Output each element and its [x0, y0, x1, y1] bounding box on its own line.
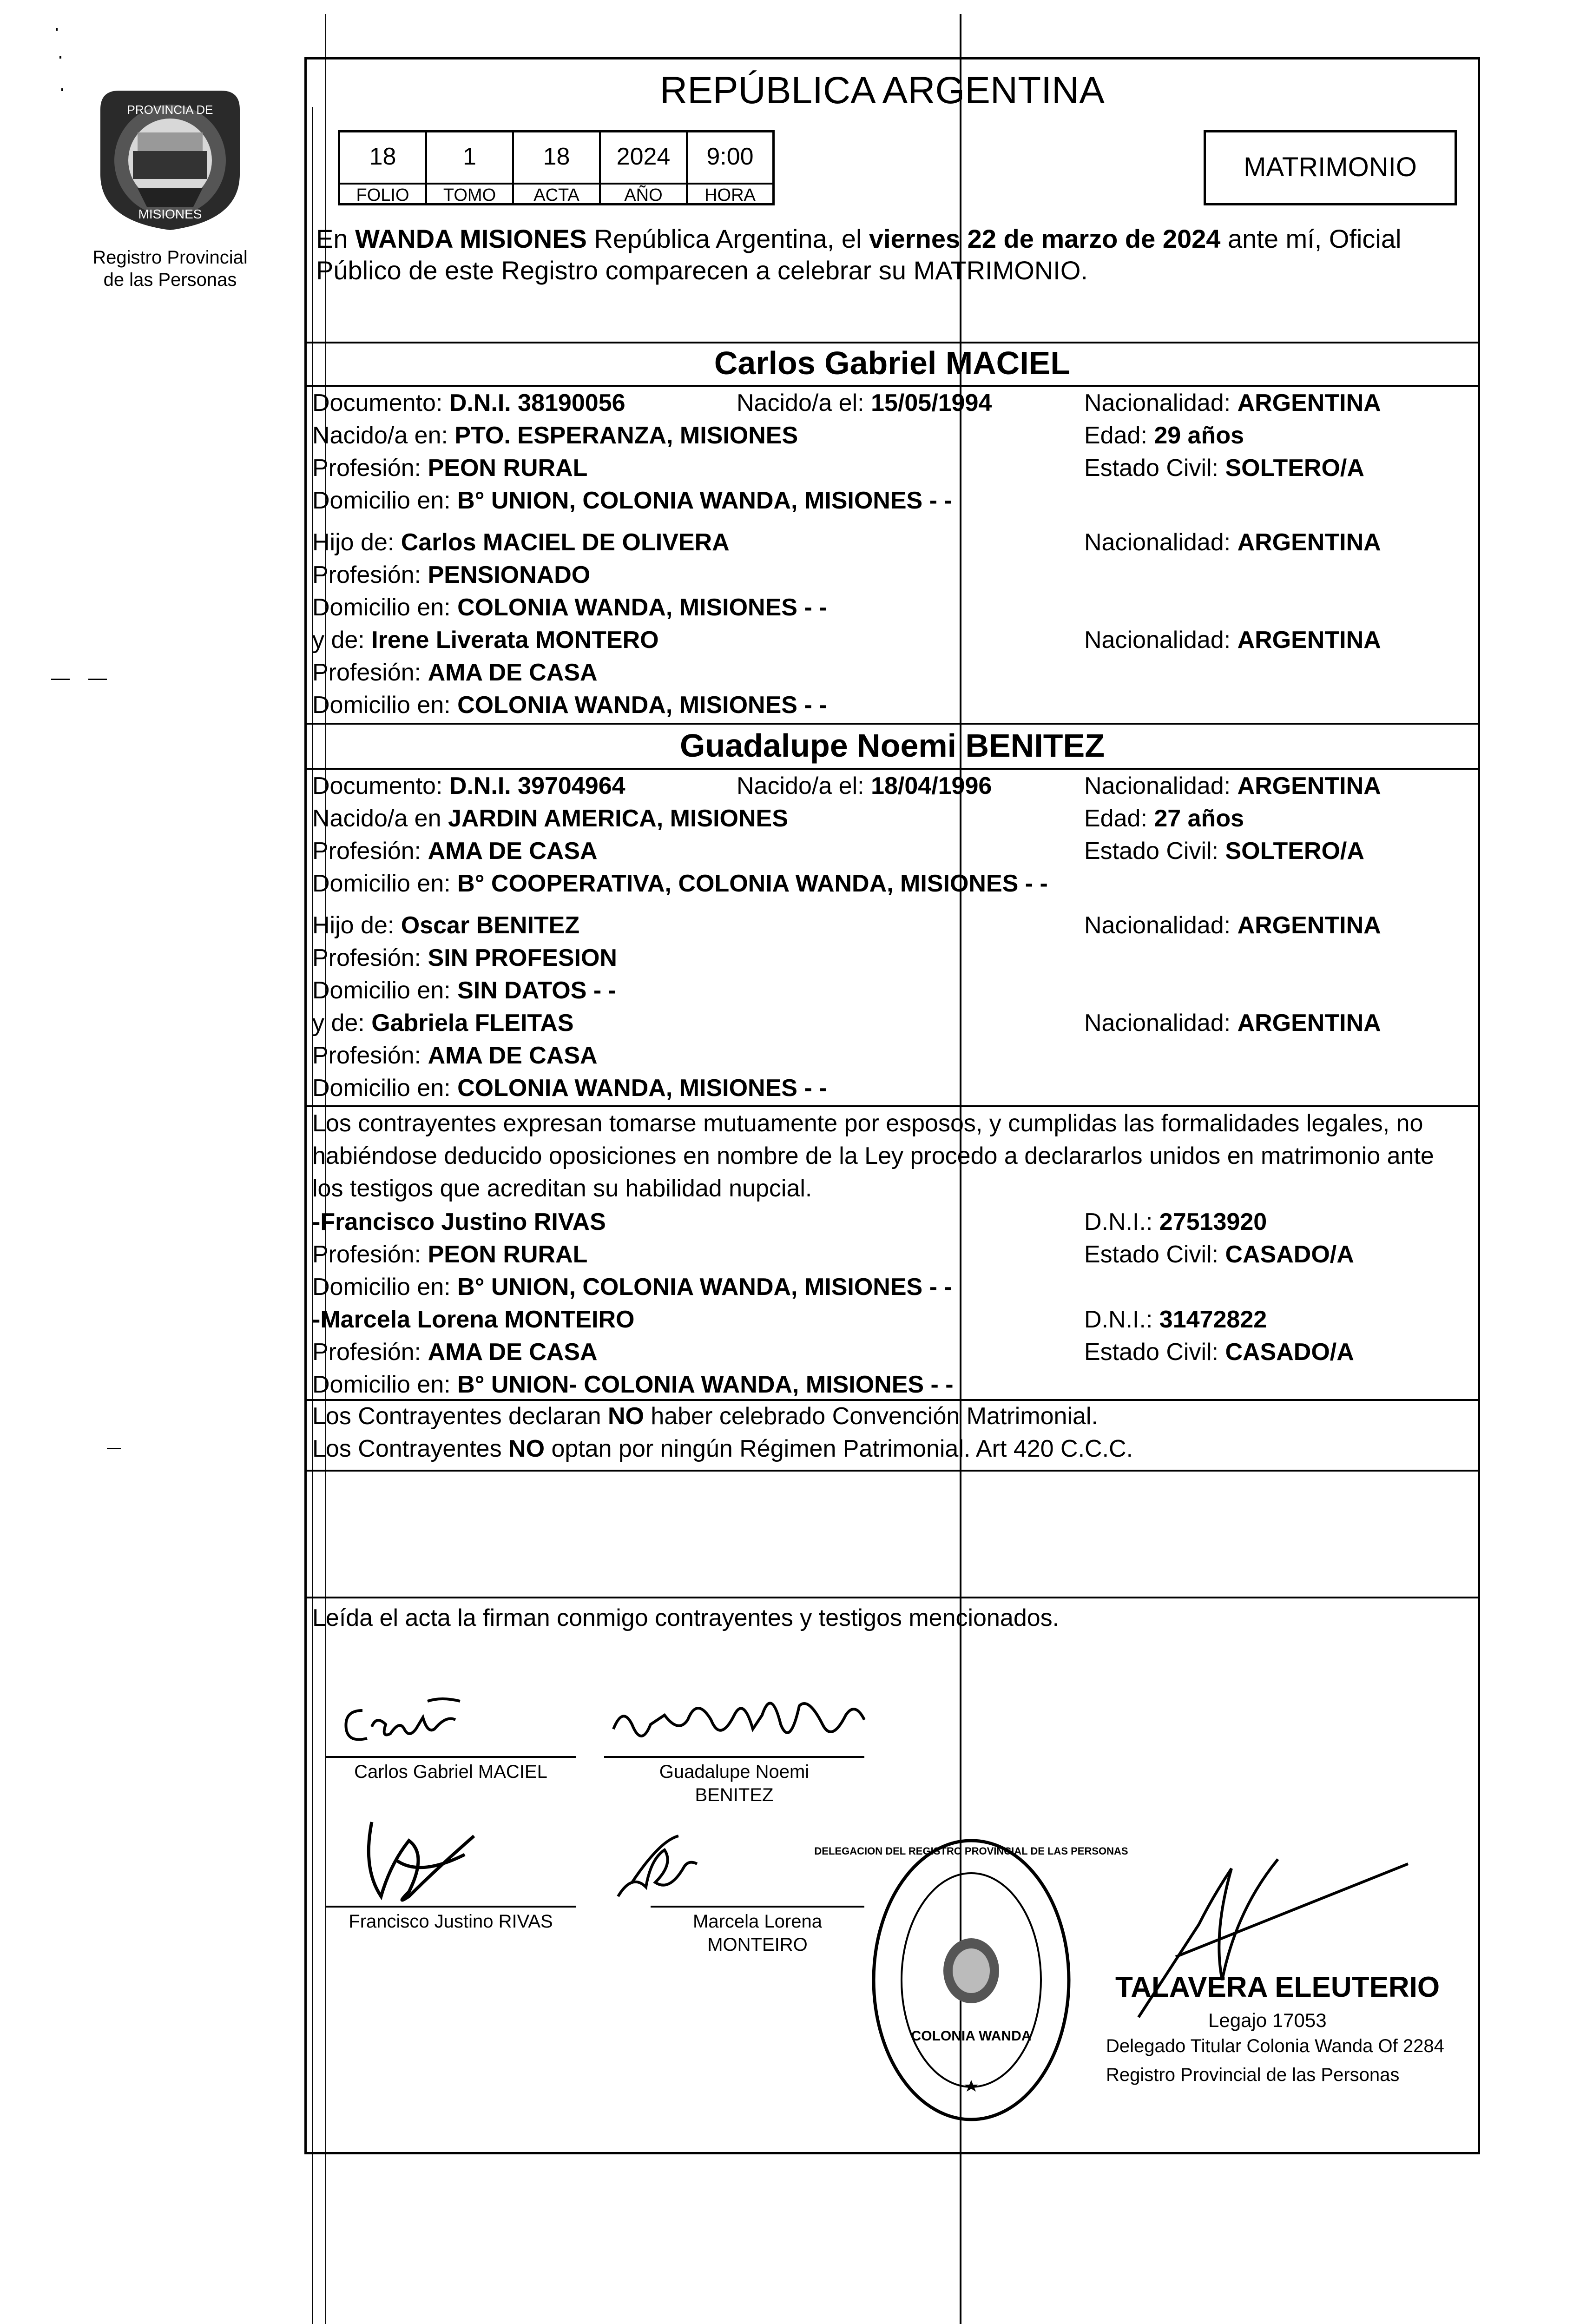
domicilio-value: COLONIA WANDA, MISIONES - - [457, 594, 827, 621]
section-divider [304, 385, 1480, 387]
dni-value: 27513920 [1159, 1208, 1267, 1235]
spouse1-madre-profesion [312, 658, 598, 687]
nacido-el-label: Nacido/a el: [737, 772, 864, 799]
officer-legajo: Legajo 17053 [1208, 2009, 1327, 2031]
intro-line-2: Público de este Registro comparecen a celebrar su MATRIMONIO. [316, 256, 1088, 285]
scan-mark [88, 679, 107, 680]
acta-value: 18 [514, 132, 601, 183]
madre-label: y de: [312, 627, 365, 654]
acta-label: ACTA [514, 183, 601, 204]
folio-value: 18 [340, 132, 427, 183]
doc-type-box [1204, 130, 1457, 205]
spouse2-nacionalidad [1084, 772, 1381, 800]
profesion-value: PENSIONADO [428, 561, 591, 588]
witness1-name: -Francisco Justino RIVAS [312, 1208, 606, 1235]
hora-label: HORA [688, 183, 772, 204]
profesion-label: Profesión: [312, 659, 421, 686]
estado-label: Estado Civil: [1084, 1241, 1218, 1268]
seal-text-bottom: MISIONES [138, 207, 202, 221]
note1-bold: NO [607, 1403, 644, 1430]
spouse1-nacido-el [737, 389, 992, 417]
profesion-label: Profesión: [312, 455, 421, 482]
section-divider [304, 1105, 1480, 1107]
spouse2-documento [312, 772, 625, 800]
estado-value: CASADO/A [1225, 1241, 1354, 1268]
country-title: REPÚBLICA ARGENTINA [660, 69, 1105, 112]
scan-mark [59, 56, 61, 59]
spouse1-documento [312, 389, 625, 417]
note2-bold: NO [508, 1435, 545, 1462]
witness2-name: -Marcela Lorena MONTEIRO [312, 1306, 635, 1333]
domicilio-label: Domicilio en: [312, 1075, 451, 1102]
dni-label: D.N.I.: [1084, 1208, 1153, 1235]
nacido-el-value: 18/04/1996 [871, 772, 992, 799]
madre-value: Irene Liverata MONTERO [371, 627, 659, 654]
documento-label: Documento: [312, 390, 443, 416]
witness1-name-value: Francisco Justino RIVAS [320, 1208, 606, 1235]
witness1-estado [1084, 1240, 1354, 1269]
spouse1-padre-profesion [312, 561, 590, 589]
nacionalidad-label: Nacionalidad: [1084, 1010, 1231, 1037]
domicilio-label: Domicilio en: [312, 594, 451, 621]
spouse2-nacido-el [737, 772, 992, 800]
witness1-domicilio [312, 1273, 952, 1301]
intro-place: WANDA MISIONES [355, 224, 587, 253]
profesion-label: Profesión: [312, 1241, 421, 1268]
signature-line [604, 1756, 864, 1758]
section-divider [304, 1470, 1480, 1472]
spouse1-madre [312, 626, 659, 654]
signature-label-francisco: Francisco Justino RIVAS [349, 1911, 553, 1932]
edad-value: 29 años [1154, 422, 1244, 449]
spouse2-madre [312, 1009, 574, 1037]
section-divider [304, 768, 1480, 770]
signature-line [325, 1906, 576, 1908]
nacionalidad-value: ARGENTINA [1237, 627, 1381, 654]
madre-label: y de: [312, 1010, 365, 1037]
spouse1-domicilio [312, 486, 952, 515]
nacionalidad-label: Nacionalidad: [1084, 627, 1231, 654]
spouse1-madre-nacionalidad [1084, 626, 1381, 654]
spouse2-madre-profesion [312, 1041, 598, 1070]
spouse1-edad [1084, 421, 1244, 450]
closing-text: Leída el acta la firman conmigo contrayentes y testigos mencionados. [312, 1604, 1060, 1631]
profesion-value: PEON RURAL [428, 1241, 588, 1268]
stamp-center-text: COLONIA WANDA [911, 2028, 1032, 2044]
domicilio-label: Domicilio en: [312, 692, 451, 719]
signature-carlos-icon [335, 1683, 474, 1757]
spouse2-profesion [312, 837, 598, 865]
witness1-dni [1084, 1208, 1267, 1236]
domicilio-value: B° COOPERATIVA, COLONIA WANDA, MISIONES - - [457, 870, 1048, 897]
declaration-line-1: Los contrayentes expresan tomarse mutuamente por esposos, y cumplidas las formalidades legales, no [312, 1110, 1423, 1137]
nacionalidad-value: ARGENTINA [1237, 390, 1381, 416]
registry-fields-table [338, 130, 775, 205]
witness2-domicilio [312, 1370, 954, 1399]
signature-label-guadalupe-2: BENITEZ [695, 1785, 774, 1805]
note2-text-end: optan por ningún Régimen Patrimonial. Art 420 C.C.C. [545, 1435, 1133, 1462]
estado-value: SOLTERO/A [1225, 455, 1364, 482]
signature-guadalupe-icon [604, 1687, 874, 1771]
estado-label: Estado Civil: [1084, 1339, 1218, 1366]
intro-date: viernes 22 de marzo de 2024 [869, 224, 1221, 253]
profesion-label: Profesión: [312, 561, 421, 588]
documento-value: D.N.I. 38190056 [449, 390, 625, 416]
tomo-label: TOMO [427, 183, 514, 204]
domicilio-label: Domicilio en: [312, 487, 451, 514]
nacionalidad-label: Nacionalidad: [1084, 529, 1231, 556]
witness2-name-value: Marcela Lorena MONTEIRO [320, 1306, 635, 1333]
nacionalidad-value: ARGENTINA [1237, 1010, 1381, 1037]
anio-label: AÑO [601, 183, 688, 204]
signature-label-guadalupe-1: Guadalupe Noemi [659, 1762, 810, 1782]
domicilio-label: Domicilio en: [312, 1371, 451, 1398]
nacionalidad-label: Nacionalidad: [1084, 390, 1231, 416]
signature-label-marcela-1: Marcela Lorena [693, 1911, 822, 1932]
domicilio-value: COLONIA WANDA, MISIONES - - [457, 1075, 827, 1102]
seal-text-top: PROVINCIA DE [127, 103, 213, 117]
province-seal-icon [91, 81, 249, 235]
signature-line [651, 1906, 864, 1908]
nacido-en-label: Nacido/a en [312, 805, 441, 832]
logo-caption-2: de las Personas [103, 270, 237, 290]
nacionalidad-value: ARGENTINA [1237, 912, 1381, 939]
section-divider [304, 1399, 1480, 1401]
nacido-en-value: JARDIN AMERICA, MISIONES [448, 805, 788, 832]
intro-text-b: República Argentina, el [586, 224, 869, 253]
nacionalidad-label: Nacionalidad: [1084, 772, 1231, 799]
nacido-el-label: Nacido/a el: [737, 390, 864, 416]
scan-mark [107, 1448, 121, 1449]
padre-value: Oscar BENITEZ [401, 912, 580, 939]
signature-marcela-icon [604, 1831, 706, 1906]
estado-label: Estado Civil: [1084, 455, 1218, 482]
spouse1-profesion [312, 454, 587, 482]
estado-label: Estado Civil: [1084, 838, 1218, 865]
nacido-en-value: PTO. ESPERANZA, MISIONES [454, 422, 798, 449]
profesion-label: Profesión: [312, 1339, 421, 1366]
spouse1-name: Carlos Gabriel MACIEL [714, 345, 1071, 381]
spouse1-padre-nacionalidad [1084, 528, 1381, 557]
signature-line [325, 1756, 576, 1758]
spouse2-estado [1084, 837, 1364, 865]
spouse1-padre-domicilio [312, 593, 827, 622]
spouse2-name: Guadalupe Noemi BENITEZ [680, 727, 1105, 764]
scan-mark [51, 679, 70, 680]
note-convencion [312, 1402, 1098, 1431]
spouse2-madre-domicilio [312, 1074, 827, 1103]
note-regimen [312, 1434, 1133, 1463]
edad-value: 27 años [1154, 805, 1244, 832]
note2-text: Los Contrayentes [312, 1435, 509, 1462]
spouse2-madre-nacionalidad [1084, 1009, 1381, 1037]
dni-value: 31472822 [1159, 1306, 1267, 1333]
folio-label: FOLIO [340, 183, 427, 204]
domicilio-value: B° UNION, COLONIA WANDA, MISIONES - - [457, 487, 952, 514]
edad-label: Edad: [1084, 805, 1147, 832]
nacionalidad-value: ARGENTINA [1237, 772, 1381, 799]
spouse2-padre-nacionalidad [1084, 911, 1381, 940]
nacido-el-value: 15/05/1994 [871, 390, 992, 416]
domicilio-value: SIN DATOS - - [457, 977, 616, 1004]
signature-francisco-icon [353, 1813, 493, 1915]
spouse1-estado [1084, 454, 1364, 482]
signature-label-carlos: Carlos Gabriel MACIEL [354, 1762, 547, 1782]
dni-label: D.N.I.: [1084, 1306, 1153, 1333]
domicilio-label: Domicilio en: [312, 977, 451, 1004]
spouse2-padre [312, 911, 579, 940]
witness2-profesion [312, 1338, 598, 1367]
officer-registry: Registro Provincial de las Personas [1106, 2065, 1400, 2085]
profesion-label: Profesión: [312, 1042, 421, 1069]
spouse2-padre-profesion [312, 944, 617, 972]
nacionalidad-label: Nacionalidad: [1084, 912, 1231, 939]
logo-caption-1: Registro Provincial [92, 247, 248, 268]
witness1-profesion [312, 1240, 587, 1269]
hora-value: 9:00 [706, 143, 754, 170]
padre-label: Hijo de: [312, 529, 395, 556]
scan-mark [56, 28, 58, 31]
domicilio-value: B° UNION- COLONIA WANDA, MISIONES - - [457, 1371, 954, 1398]
intro-text-c: ante mí, Oficial [1220, 224, 1402, 253]
section-divider [304, 1597, 1480, 1598]
spouse1-nacido-en [312, 421, 798, 450]
profesion-value: AMA DE CASA [428, 1339, 598, 1366]
estado-value: SOLTERO/A [1225, 838, 1364, 865]
domicilio-value: COLONIA WANDA, MISIONES - - [457, 692, 827, 719]
domicilio-value: B° UNION, COLONIA WANDA, MISIONES - - [457, 1274, 952, 1301]
spouse2-padre-domicilio [312, 976, 616, 1005]
spouse2-nacido-en [312, 804, 788, 833]
anio-value: 2024 [601, 132, 688, 183]
domicilio-label: Domicilio en: [312, 1274, 451, 1301]
spouse1-padre [312, 528, 730, 557]
officer-role: Delegado Titular Colonia Wanda Of 2284 [1106, 2036, 1444, 2056]
witness2-dni [1084, 1305, 1267, 1334]
documento-value: D.N.I. 39704964 [449, 772, 625, 799]
profesion-value: AMA DE CASA [428, 838, 598, 865]
spouse2-edad [1084, 804, 1244, 833]
declaration-line-2: habiéndose deducido oposiciones en nombre de la Ley procedo a declararlos unidos en matrimonio ante [312, 1142, 1434, 1169]
padre-value: Carlos MACIEL DE OLIVERA [401, 529, 730, 556]
intro-text-a: En [316, 224, 356, 253]
spouse1-madre-domicilio [312, 691, 827, 720]
edad-label: Edad: [1084, 422, 1147, 449]
tomo-value: 1 [427, 132, 514, 183]
doc-type-label: MATRIMONIO [1244, 152, 1417, 182]
estado-value: CASADO/A [1225, 1339, 1354, 1366]
witness2-estado [1084, 1338, 1354, 1367]
nacido-en-label: Nacido/a en: [312, 422, 448, 449]
madre-value: Gabriela FLEITAS [371, 1010, 574, 1037]
nacionalidad-value: ARGENTINA [1237, 529, 1381, 556]
signature-label-marcela-2: MONTEIRO [707, 1934, 808, 1955]
note1-text: Los Contrayentes declaran [312, 1403, 608, 1430]
profesion-label: Profesión: [312, 838, 421, 865]
profesion-value: SIN PROFESION [428, 944, 617, 971]
profesion-value: AMA DE CASA [428, 1042, 598, 1069]
domicilio-label: Domicilio en: [312, 870, 451, 897]
official-stamp-icon [814, 1831, 1128, 2129]
profesion-label: Profesión: [312, 944, 421, 971]
spouse1-nacionalidad [1084, 389, 1381, 417]
scan-mark [61, 88, 63, 91]
intro-line-1 [316, 223, 1401, 255]
section-divider [304, 723, 1480, 725]
spouse2-domicilio [312, 869, 1048, 898]
stamp-ring-text: DELEGACION DEL REGISTRO PROVINCIAL DE LAS PERSONAS [814, 1845, 1128, 1857]
profesion-value: AMA DE CASA [428, 659, 598, 686]
profesion-value: PEON RURAL [428, 455, 588, 482]
officer-name: TALAVERA ELEUTERIO [1115, 1971, 1440, 2003]
note1-text-end: haber celebrado Convención Matrimonial. [644, 1403, 1098, 1430]
documento-label: Documento: [312, 772, 443, 799]
declaration-line-3: los testigos que acreditan su habilidad nupcial. [312, 1175, 812, 1202]
padre-label: Hijo de: [312, 912, 395, 939]
